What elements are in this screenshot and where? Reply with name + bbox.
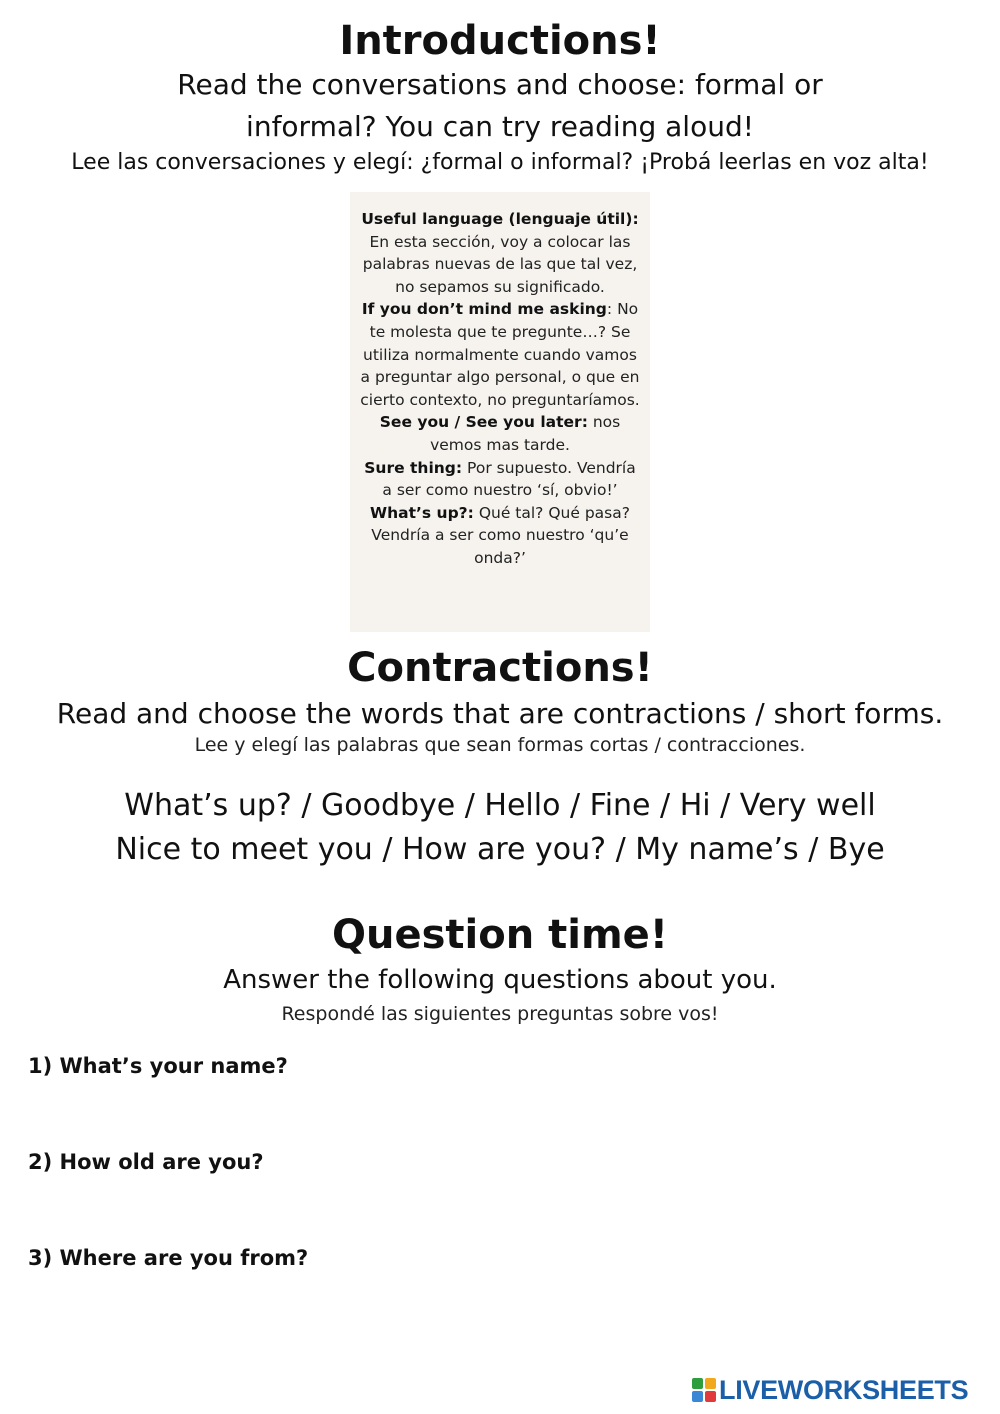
answer-field-1[interactable] — [28, 1088, 972, 1134]
question-time-subtitle-es: Respondé las siguientes preguntas sobre vos! — [281, 1003, 719, 1025]
question-time-subtitle: Answer the following questions about you. — [223, 965, 777, 995]
question-3: 3) Where are you from? — [28, 1246, 309, 1270]
useful-meaning: nos vemos mas tarde. — [430, 413, 621, 454]
useful-meaning: Por supuesto. Vendría a ser como nuestro ‘sí, obvio!’ — [382, 458, 636, 500]
useful-meaning: No te molesta que te pregunte…? Se utiliza normalmente cuando vamos a preguntar algo personal, o que en cierto contexto, no preguntaríamos. — [360, 300, 640, 409]
contractions-title: Contractions! — [347, 645, 653, 691]
contractions-subtitle-es: Lee y elegí las palabras que sean formas cortas / contracciones. — [194, 734, 806, 756]
question-1: 1) What’s your name? — [28, 1054, 288, 1078]
contractions-subtitle: Read and choose the words that are contractions / short forms. — [56, 697, 944, 730]
answer-field-2[interactable] — [28, 1184, 972, 1230]
introductions-subtitle: Read the conversations and choose: formal or informal? You can try reading aloud! — [177, 68, 823, 143]
contractions-word-line-1[interactable]: What’s up? / Goodbye / Hello / Fine / Hi / Very well — [124, 788, 876, 823]
contractions-word-line-2[interactable]: Nice to meet you / How are you? / My name’s / Bye — [115, 832, 885, 867]
useful-language-box — [350, 192, 650, 632]
question-2: 2) How old are you? — [28, 1150, 264, 1174]
introductions-subtitle-es: Lee las conversaciones y elegí: ¿formal o informal? ¡Probá leerlas en voz alta! — [71, 150, 929, 175]
useful-term: What’s up?: — [370, 503, 474, 522]
useful-language-intro: En esta sección, voy a colocar las palabras nuevas de las que tal vez, no sepamos su significado. — [362, 232, 638, 296]
useful-meaning: Qué tal? Qué pasa? Vendría a ser como nuestro ‘qu’e onda?’ — [371, 503, 630, 567]
liveworksheets-logo-icon — [692, 1378, 716, 1402]
useful-term: If you don’t mind me asking — [361, 300, 607, 319]
answer-field-3[interactable] — [28, 1280, 972, 1326]
liveworksheets-logo — [692, 1374, 968, 1406]
useful-term: See you / See you later: — [379, 413, 588, 432]
useful-language-heading: Useful language (lenguaje útil): — [361, 210, 639, 228]
liveworksheets-logo-text: LIVEWORKSHEETS — [719, 1374, 969, 1405]
useful-term-separator: : — [606, 300, 613, 319]
useful-term: Sure thing: — [364, 458, 463, 477]
question-time-title: Question time! — [331, 912, 668, 958]
introductions-title: Introductions! — [339, 18, 661, 64]
